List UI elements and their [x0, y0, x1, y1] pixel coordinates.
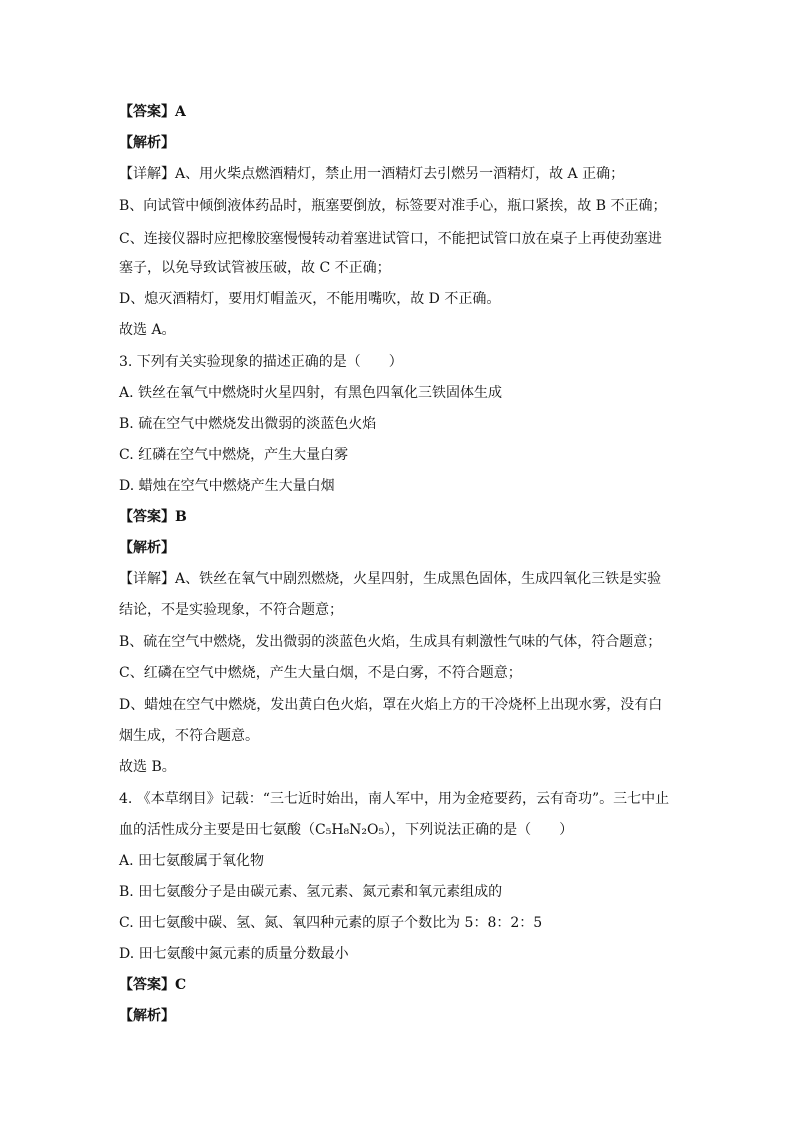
- answer-label: 【答案】C: [119, 977, 187, 993]
- option-a: A. 铁丝在氧气中燃烧时火星四射，有黑色四氧化三铁固体生成: [119, 385, 503, 401]
- detail-line: C、连接仪器时应把橡胶塞慢慢转动着塞进试管口，不能把试管口放在桌子上再使劲塞进: [119, 231, 662, 247]
- detail-line: B、硫在空气中燃烧，发出微弱的淡蓝色火焰，生成具有刺激性气味的气体，符合题意；: [119, 634, 662, 650]
- question-stem: 4. 《本草纲目》记载：“三七近时始出，南人军中，用为金疮要药，云有奇功”。三七中止: [119, 791, 670, 807]
- conclusion-line: 故选 A。: [119, 322, 176, 338]
- detail-line: C、红磷在空气中燃烧，产生大量白烟，不是白雾，不符合题意；: [119, 665, 522, 681]
- option-b: B. 田七氨酸分子是由碳元素、氢元素、氮元素和氧元素组成的: [119, 884, 503, 900]
- conclusion-line: 故选 B。: [119, 759, 176, 775]
- option-d: D. 蜡烛在空气中燃烧产生大量白烟: [119, 478, 335, 494]
- detail-line: 【详解】A、铁丝在氧气中剧烈燃烧，火星四射，生成黑色固体，生成四氧化三铁是实验: [119, 571, 662, 587]
- question-stem: 3. 下列有关实验现象的描述正确的是（ ）: [119, 354, 403, 370]
- answer-label: 【答案】A: [119, 104, 186, 120]
- option-c: C. 红磷在空气中燃烧，产生大量白雾: [119, 447, 349, 463]
- answer-label: 【答案】B: [119, 509, 187, 525]
- analysis-label: 【解析】: [119, 1008, 175, 1024]
- option-c: C. 田七氨酸中碳、氢、氮、氧四种元素的原子个数比为 5：8：2：5: [119, 915, 543, 931]
- option-a: A. 田七氨酸属于氧化物: [119, 853, 265, 869]
- question-stem: 血的活性成分主要是田七氨酸（C₅H₈N₂O₅），下列说法正确的是（ ）: [119, 822, 574, 838]
- detail-line: D、蜡烛在空气中燃烧，发出黄白色火焰，罩在火焰上方的干冷烧杯上出现水雾，没有白: [119, 697, 663, 713]
- option-d: D. 田七氨酸中氮元素的质量分数最小: [119, 946, 349, 962]
- detail-line: 结论，不是实验现象，不符合题意；: [119, 602, 343, 618]
- detail-line: B、向试管中倾倒液体药品时，瓶塞要倒放，标签要对准手心，瓶口紧挨，故 B 不正确；: [119, 198, 667, 214]
- detail-line: 【详解】A、用火柴点燃酒精灯，禁止用一酒精灯去引燃另一酒精灯，故 A 正确；: [119, 166, 625, 182]
- detail-line: D、熄灭酒精灯，要用灯帽盖灭，不能用嘴吹，故 D 不正确。: [119, 291, 501, 307]
- detail-line: 烟生成，不符合题意。: [119, 728, 259, 744]
- option-b: B. 硫在空气中燃烧发出微弱的淡蓝色火焰: [119, 416, 377, 432]
- analysis-label: 【解析】: [119, 540, 175, 556]
- analysis-label: 【解析】: [119, 135, 175, 151]
- detail-line: 塞子，以免导致试管被压破，故 C 不正确；: [119, 260, 391, 276]
